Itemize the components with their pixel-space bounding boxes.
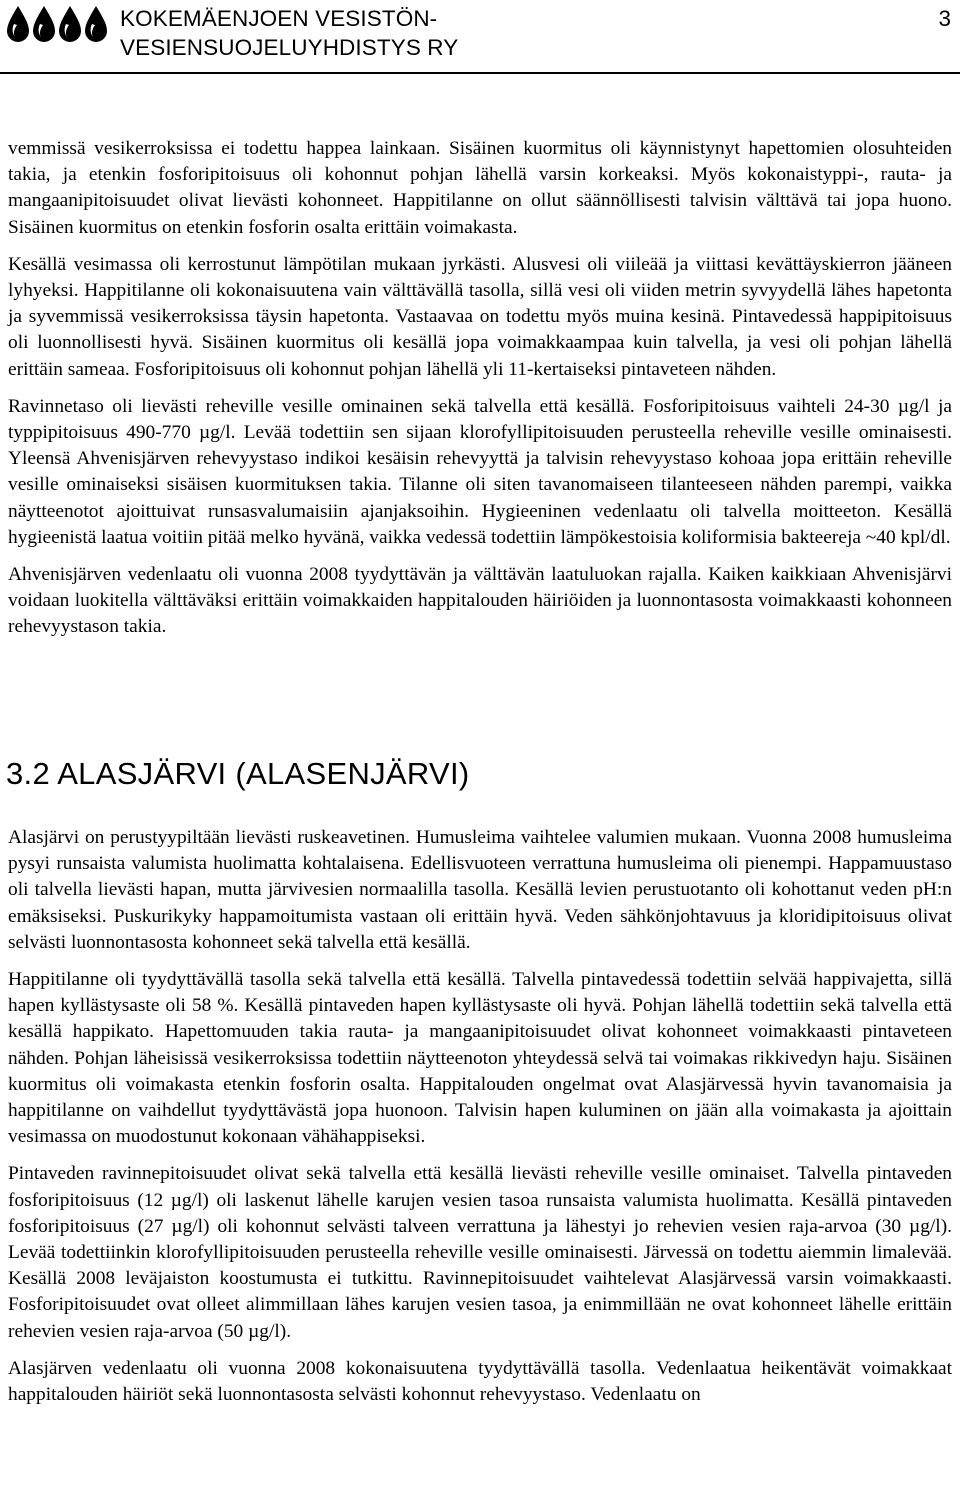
section-heading: 3.2 ALASJÄRVI (ALASENJÄRVI) [6,756,470,791]
section-body-ahvenisjarvi [8,136,952,652]
page-number: 3 [938,6,951,31]
paragraph: vemmissä vesikerroksissa ei todettu happea lainkaan. Sisäinen kuormitus oli käynnistynyt hapettomien olosuhteiden takia, ja etenkin fosforipitoisuus oli kohonnut pohjan lähellä varsin korkeaksi. Myös kokonaistyppi-, rauta- ja mangaanipitoisuudet olivat lievästi kohonneet. Happitilanne on ollut säännöllisesti talvisin välttävä tai jopa huono. Sisäinen kuormitus on etenkin fosforin osalta erittäin voimakasta. [8,138,952,238]
paragraph: Happitilanne oli tyydyttävällä tasolla sekä talvella että kesällä. Talvella pintavedessä todettiin selvää happivajetta, sillä hapen kyllästysaste oli 58 %. Kesällä pintaveden hapen kyllästysaste oli hyvä. Pohjan lähellä todettiin sekä talvella että kesällä happikato. Hapettomuuden takia rauta- ja mangaanipitoisuudet olivat kohonneet voimakkaasti pintaveteen nähden. Pohjan läheisissä vesikerroksissa todettiin näytteenoton yhteydessä selvä tai voimakas rikkivedyn haju. Sisäinen kuormitus oli voimakasta etenkin fosforin osalta. Happitalouden ongelmat ovat Alasjärvessä hyvin tavanomaisia ja happitilanne on vaihdellut tyydyttävästä jopa huonoon. Talvisin hapen kuluminen on jään alla voimakasta ja ajoittain vesimassa on muodostunut kokonaan vähähappiseksi. [8,969,952,1148]
organization-name-line2: VESIENSUOJELUYHDISTYS RY [120,35,459,60]
section-body-alasjarvi [8,825,952,1419]
paragraph: Ravinnetaso oli lievästi reheville vesille ominainen sekä talvella että kesällä. Fosforipitoisuus vaihteli 24-30 µg/l ja typpipitoisuus 490-770 µg/l. Levää todettiin sen sijaan klorofyllipitoisuuden perusteella reheville vesille ominaisesti. Yleensä Ahvenisjärven rehevyystaso indikoi kesäisin rehevyyttä ja talvisin rehevyystaso kohoaa jopa erittäin reheville vesille ominaiseksi sisäisen kuormituksen takia. Tilanne oli siten tavanomaiseen tilanteeseen nähden parempi, vaikka näytteenotot ajoittuivat runsasvalumaisiin ajanjaksoihin. Hygieeninen vedenlaatu oli talvella moitteeton. Kesällä hygieenistä laatua voitiin pitää melko hyvänä, vaikka vedessä todettiin lämpökestoisia koliformisia bakteereja ~40 kpl/dl. [8,395,952,548]
paragraph: Ahvenisjärven vedenlaatu oli vuonna 2008 tyydyttävän ja välttävän laatuluokan rajalla. Kaiken kaikkiaan Ahvenisjärvi voidaan luokitella välttäväksi erittäin voimakkaiden happitalouden häiriöiden ja luonnontasosta voimakkaasti kohonneen rehevyystason takia. [8,564,952,638]
page-header [0,0,960,100]
water-drops-logo-icon [6,4,108,44]
header-divider [0,72,960,74]
organization-name [120,4,458,62]
paragraph: Pintaveden ravinnepitoisuudet olivat sekä talvella että kesällä lievästi reheville vesille ominaiset. Talvella pintaveden fosforipitoisuus (12 µg/l) oli laskenut lähelle karujen vesien tasoa runsaista valumista huolimatta. Kesällä pintaveden fosforipitoisuus (27 µg/l) oli kohonnut selvästi talveen verrattuna ja lähestyi jo rehevien vesien raja-arvoa (30 µg/l). Levää todettiinkin klorofyllipitoisuuden perusteella reheville vesille ominaisesti. Järvessä on todettu aiemmin limalevää. Kesällä 2008 leväjaiston koostumusta ei tutkittu. Ravinnepitoisuudet vaihtelevat Alasjärvessä varsin voimakkaasti. Fosforipitoisuudet ovat olleet alimmillaan lähes karujen vesien tasoa, ja enimmillään ne ovat kohonneet lähelle erittäin rehevien vesien raja-arvoa (50 µg/l). [8,1163,952,1342]
organization-name-line1: KOKEMÄENJOEN VESISTÖN- [120,6,438,31]
paragraph: Alasjärvi on perustyypiltään lievästi ruskeavetinen. Humusleima vaihtelee valumien mukaan. Vuonna 2008 humusleima pysyi runsaista valumista huolimatta kohtalaisena. Edellisvuoteen verrattuna humusleima oli pienempi. Happamuustaso oli talvella lievästi hapan, mutta järvivesien normaalilla tasolla. Kesällä levien perustuotanto oli kohottanut veden pH:n emäksiseksi. Puskurikyky happamoitumista vastaan oli erittäin hyvä. Veden sähkönjohtavuus ja kloridipitoisuus olivat selvästi luonnontasosta kohonneet sekä talvella että kesällä. [8,827,952,953]
paragraph: Kesällä vesimassa oli kerrostunut lämpötilan mukaan jyrkästi. Alusvesi oli viileää ja viittasi kevättäyskierron jääneen lyhyeksi. Happitilanne oli kokonaisuutena vain välttävällä tasolla, sillä vesi oli viiden metrin syvyydellä lähes hapetonta ja syvemmissä vesikerroksissa täysin hapetonta. Vastaavaa on todettu myös muina kesinä. Pintavedessä happipitoisuus oli luonnollisesti hyvä. Sisäinen kuormitus oli kesällä jopa voimakkaampaa kuin talvella, ja vesi oli pohjan lähellä erittäin sameaa. Fosforipitoisuus oli kohonnut pohjan lähellä yli 11-kertaiseksi pintaveteen nähden. [8,253,952,380]
paragraph: Alasjärven vedenlaatu oli vuonna 2008 kokonaisuutena tyydyttävällä tasolla. Vedenlaatua heikentävät voimakkaat happitalouden häiriöt sekä luonnontasosta selvästi kohonnut rehevyystaso. Vedenlaatu on [8,1357,952,1406]
